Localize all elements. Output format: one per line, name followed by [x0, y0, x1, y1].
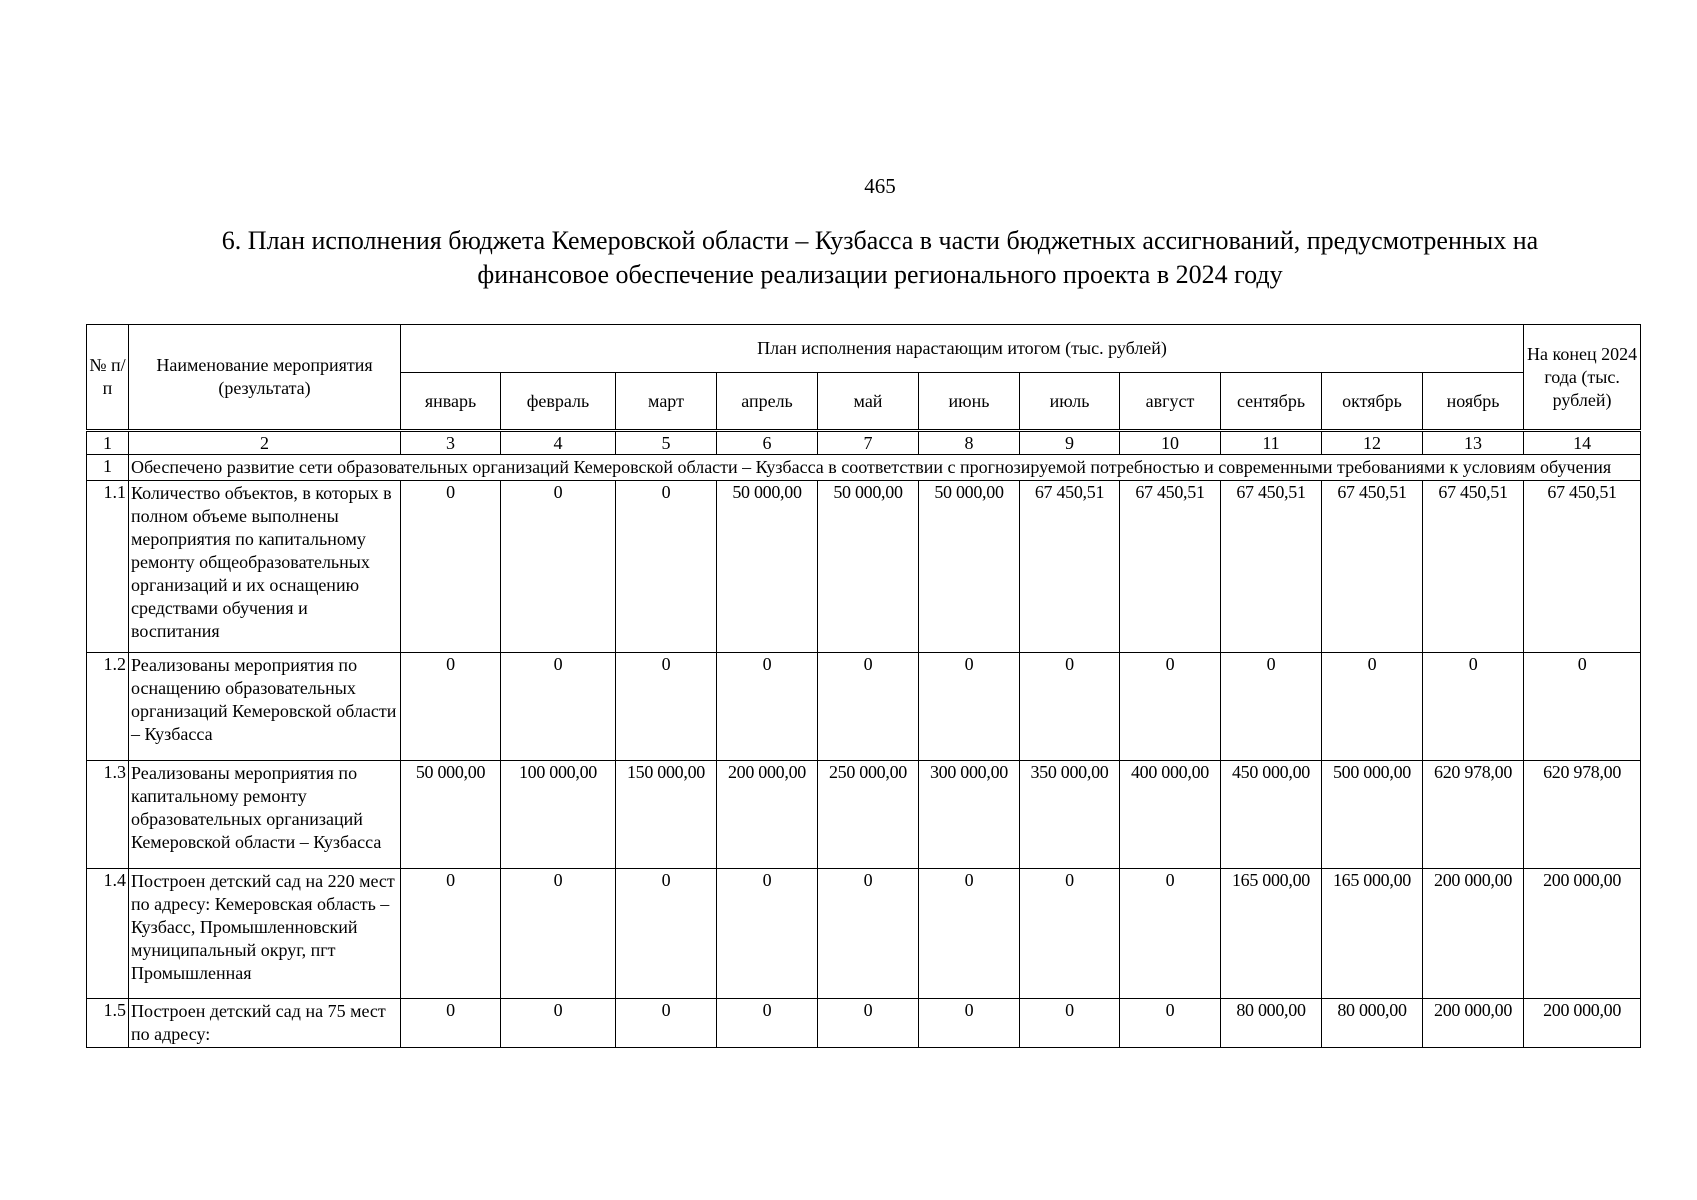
row-value: 50 000,00	[717, 481, 818, 653]
row-number: 1.2	[87, 653, 129, 761]
column-number: 5	[616, 431, 717, 455]
row-value: 150 000,00	[616, 761, 717, 869]
row-value: 0	[919, 999, 1020, 1048]
row-value: 0	[1120, 653, 1221, 761]
row-value: 0	[501, 869, 616, 999]
table-row	[87, 481, 1641, 653]
row-value: 200 000,00	[1524, 999, 1641, 1048]
header-end-of-year: На конец 2024 года (тыс. рублей)	[1524, 325, 1641, 431]
row-value: 0	[1120, 869, 1221, 999]
header-month-8: август	[1120, 373, 1221, 431]
row-value: 0	[616, 999, 717, 1048]
title-line-2: финансовое обеспечение реализации регионального проекта в 2024 году	[477, 260, 1283, 289]
row-value: 0	[501, 481, 616, 653]
row-value: 0	[818, 999, 919, 1048]
row-value: 0	[717, 653, 818, 761]
row-value: 0	[1423, 653, 1524, 761]
header-month-9: сентябрь	[1221, 373, 1322, 431]
title-line-1: 6. План исполнения бюджета Кемеровской области – Кузбасса в части бюджетных ассигнований, предусмотренных на	[221, 226, 1539, 255]
row-value: 620 978,00	[1524, 761, 1641, 869]
column-number: 13	[1423, 431, 1524, 455]
column-number: 1	[87, 431, 129, 455]
row-value: 50 000,00	[401, 761, 501, 869]
row-value: 0	[501, 653, 616, 761]
page-number: 465	[864, 174, 896, 198]
row-value: 200 000,00	[1423, 869, 1524, 999]
header-month-11: ноябрь	[1423, 373, 1524, 431]
row-value: 200 000,00	[1524, 869, 1641, 999]
row-number: 1.4	[87, 869, 129, 999]
row-name: Количество объектов, в которых в полном объеме выполнены мероприятия по капитальному ремонту общеобразовательных организаций и их оснащению средствами обучения и воспитания	[129, 481, 401, 653]
section-row	[87, 455, 1641, 481]
row-value: 0	[1020, 653, 1120, 761]
row-value: 0	[1524, 653, 1641, 761]
table-row	[87, 761, 1641, 869]
document-title	[130, 224, 1630, 292]
row-value: 0	[616, 481, 717, 653]
row-name: Построен детский сад на 75 мест по адресу:	[129, 999, 401, 1048]
row-value: 100 000,00	[501, 761, 616, 869]
row-value: 0	[1120, 999, 1221, 1048]
row-value: 0	[616, 653, 717, 761]
row-name: Построен детский сад на 220 мест по адресу: Кемеровская область – Кузбасс, Промышленновский муниципальный округ, пгт Промышленная	[129, 869, 401, 999]
row-number: 1.3	[87, 761, 129, 869]
header-month-6: июнь	[919, 373, 1020, 431]
row-value: 0	[1322, 653, 1423, 761]
header-month-7: июль	[1020, 373, 1120, 431]
row-value: 400 000,00	[1120, 761, 1221, 869]
row-value: 50 000,00	[919, 481, 1020, 653]
row-value: 0	[401, 869, 501, 999]
row-value: 450 000,00	[1221, 761, 1322, 869]
row-value: 0	[401, 653, 501, 761]
column-number: 10	[1120, 431, 1221, 455]
row-value: 0	[818, 653, 919, 761]
header-name: Наименование мероприятия (результата)	[129, 325, 401, 431]
row-value: 350 000,00	[1020, 761, 1120, 869]
row-value: 620 978,00	[1423, 761, 1524, 869]
table-row	[87, 653, 1641, 761]
row-value: 200 000,00	[1423, 999, 1524, 1048]
row-value: 67 450,51	[1322, 481, 1423, 653]
row-value: 0	[919, 653, 1020, 761]
row-value: 0	[1221, 653, 1322, 761]
section-title: Обеспечено развитие сети образовательных организаций Кемеровской области – Кузбасса в соответствии с прогнозируемой потребностью и современными требованиями к условиям обучения	[129, 455, 1641, 481]
column-number: 3	[401, 431, 501, 455]
row-value: 0	[717, 999, 818, 1048]
row-number: 1.5	[87, 999, 129, 1048]
budget-plan-table	[86, 324, 1641, 1048]
row-value: 200 000,00	[717, 761, 818, 869]
row-value: 0	[401, 999, 501, 1048]
row-value: 0	[501, 999, 616, 1048]
header-plan: План исполнения нарастающим итогом (тыс. рублей)	[401, 325, 1524, 373]
column-number: 4	[501, 431, 616, 455]
header-month-10: октябрь	[1322, 373, 1423, 431]
row-value: 0	[818, 869, 919, 999]
row-value: 165 000,00	[1221, 869, 1322, 999]
row-value: 300 000,00	[919, 761, 1020, 869]
header-month-4: апрель	[717, 373, 818, 431]
row-value: 165 000,00	[1322, 869, 1423, 999]
row-value: 80 000,00	[1221, 999, 1322, 1048]
row-value: 0	[616, 869, 717, 999]
column-number: 6	[717, 431, 818, 455]
row-value: 67 450,51	[1120, 481, 1221, 653]
column-number: 12	[1322, 431, 1423, 455]
column-number: 7	[818, 431, 919, 455]
row-value: 80 000,00	[1322, 999, 1423, 1048]
row-value: 0	[919, 869, 1020, 999]
column-number: 2	[129, 431, 401, 455]
row-value: 0	[401, 481, 501, 653]
row-value: 500 000,00	[1322, 761, 1423, 869]
row-value: 50 000,00	[818, 481, 919, 653]
header-num: № п/п	[87, 325, 129, 431]
header-month-3: март	[616, 373, 717, 431]
column-number: 9	[1020, 431, 1120, 455]
row-value: 67 450,51	[1524, 481, 1641, 653]
row-value: 67 450,51	[1020, 481, 1120, 653]
table-row	[87, 999, 1641, 1048]
row-value: 0	[1020, 869, 1120, 999]
column-number: 8	[919, 431, 1020, 455]
row-value: 67 450,51	[1221, 481, 1322, 653]
row-value: 0	[717, 869, 818, 999]
column-number: 14	[1524, 431, 1641, 455]
row-value: 0	[1020, 999, 1120, 1048]
section-number: 1	[87, 455, 129, 481]
column-number: 11	[1221, 431, 1322, 455]
row-name: Реализованы мероприятия по капитальному ремонту образовательных организаций Кемеровской области – Кузбасса	[129, 761, 401, 869]
header-month-2: февраль	[501, 373, 616, 431]
row-value: 67 450,51	[1423, 481, 1524, 653]
row-number: 1.1	[87, 481, 129, 653]
column-number-row	[87, 431, 1641, 455]
row-value: 250 000,00	[818, 761, 919, 869]
table-row	[87, 869, 1641, 999]
row-name: Реализованы мероприятия по оснащению образовательных организаций Кемеровской области – Кузбасса	[129, 653, 401, 761]
header-month-5: май	[818, 373, 919, 431]
header-month-1: январь	[401, 373, 501, 431]
